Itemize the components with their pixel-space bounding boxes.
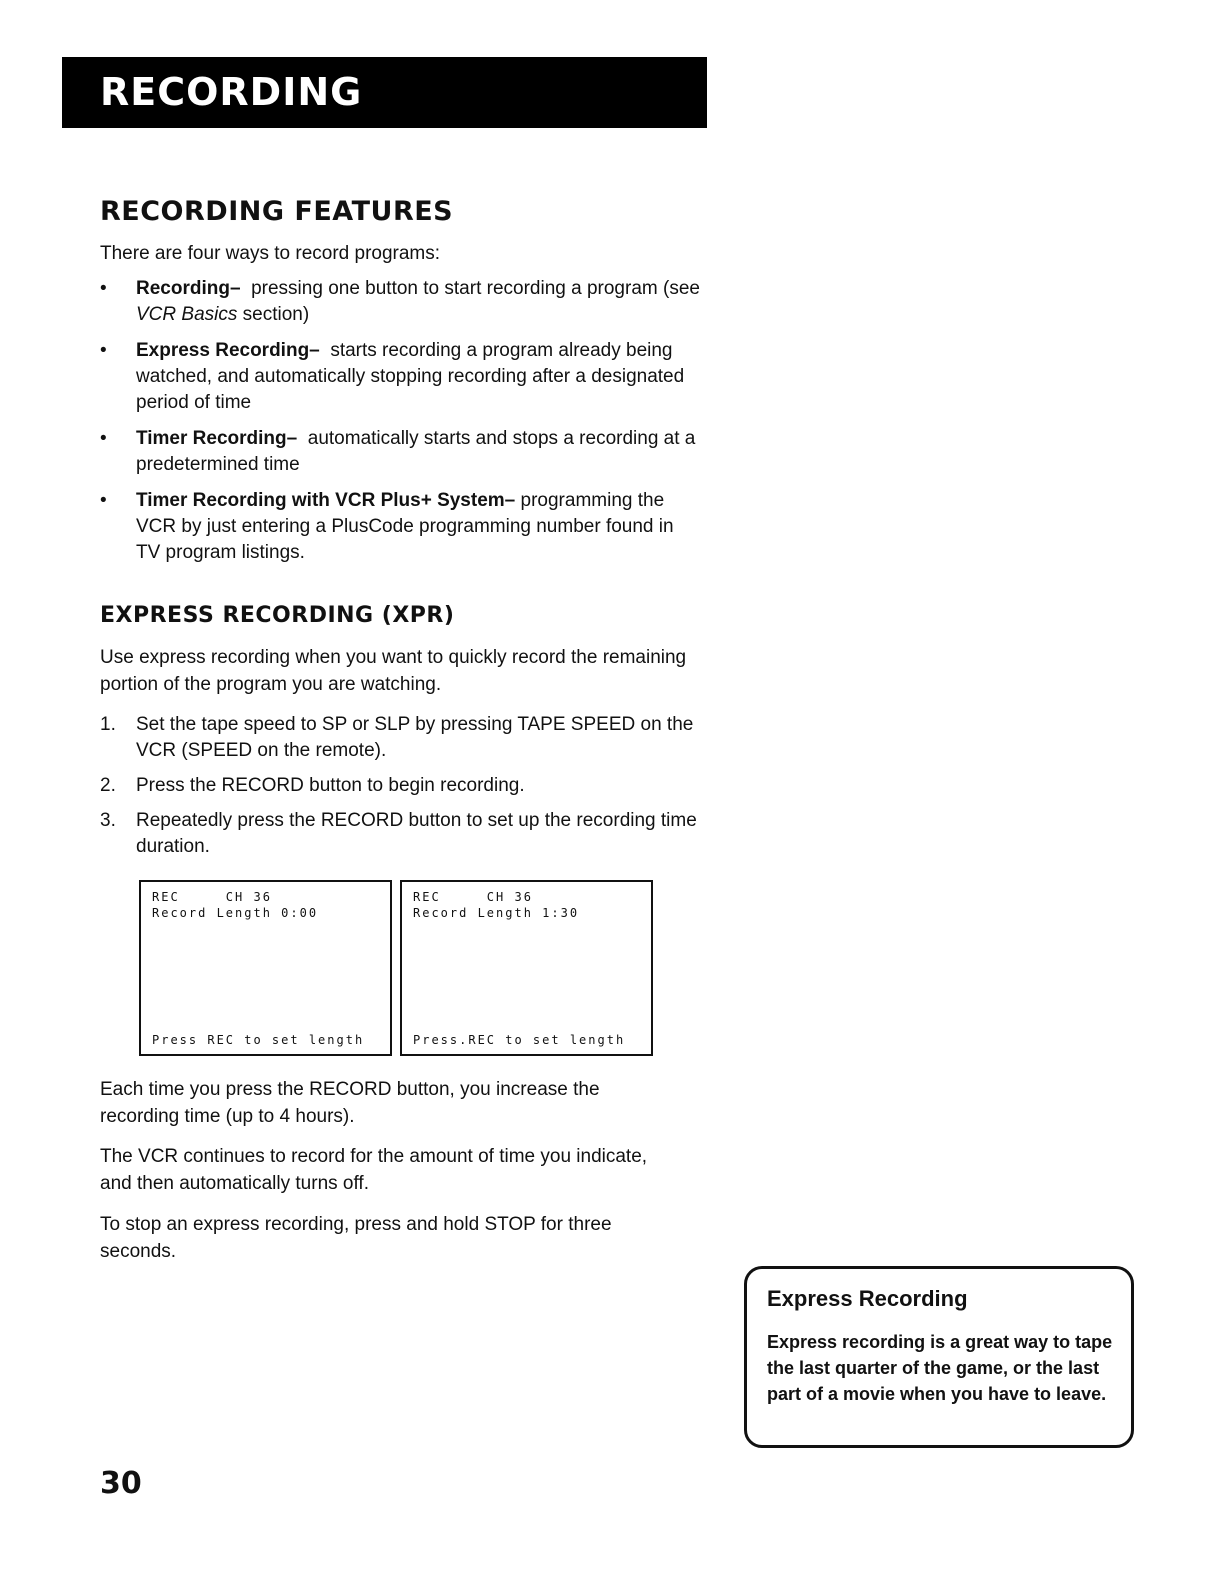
section-heading-express-recording: EXPRESS RECORDING (XPR) <box>100 603 455 628</box>
features-intro: There are four ways to record programs: <box>100 243 441 264</box>
features-list <box>100 276 700 576</box>
feature-term: Express Recording– <box>136 340 320 361</box>
step-number: 3. <box>100 810 116 831</box>
step-item <box>100 712 710 764</box>
feature-term: Recording– <box>136 278 241 299</box>
express-intro: Use express recording when you want to quickly record the remaining portion of the program you are watching. <box>100 647 687 695</box>
feature-description: starts recording a program already being watched, and automatically stopping recording after a designated period of time <box>136 340 685 413</box>
bullet-icon: • <box>100 490 107 511</box>
step-text: Set the tape speed to SP or SLP by pressing TAPE SPEED on the VCR (SPEED on the remote). <box>136 714 694 761</box>
feature-description: programming the VCR by just entering a PlusCode programming number found in TV program listings. <box>136 490 674 563</box>
feature-description: pressing one button to start recording a program (see <box>251 278 700 299</box>
express-steps <box>100 712 710 869</box>
osd-status-line: REC CH 36 <box>152 890 272 904</box>
feature-reference: VCR Basics <box>136 304 238 325</box>
page-number: 30 <box>100 1466 142 1501</box>
feature-term: Timer Recording with VCR Plus+ System– <box>136 490 516 511</box>
step-text: Repeatedly press the RECORD button to set up the recording time duration. <box>136 810 697 857</box>
express-para-increase: Each time you press the RECORD button, you increase the recording time (up to 4 hours). <box>100 1079 600 1127</box>
feature-term: Timer Recording– <box>136 428 298 449</box>
feature-description: automatically starts and stops a recording at a predetermined time <box>136 428 696 475</box>
tip-title: Express Recording <box>767 1286 968 1311</box>
express-para-stop: To stop an express recording, press and hold STOP for three seconds. <box>100 1214 612 1262</box>
osd-prompt: Press.REC to set length <box>413 1033 626 1047</box>
chapter-title: RECORDING <box>100 70 363 114</box>
list-item <box>100 488 700 566</box>
express-para-continues: The VCR continues to record for the amount of time you indicate, and then automatically turns off. <box>100 1146 648 1194</box>
osd-prompt: Press REC to set length <box>152 1033 365 1047</box>
osd-record-length: Record Length 0:00 <box>152 906 319 920</box>
section-heading-recording-features: RECORDING FEATURES <box>100 196 454 227</box>
tip-body: Express recording is a great way to tape the last quarter of the game, or the last part of a movie when you have to leave. <box>767 1332 1113 1404</box>
list-item <box>100 338 700 416</box>
osd-status-line: REC CH 36 <box>413 890 533 904</box>
step-item <box>100 808 710 860</box>
bullet-icon: • <box>100 428 107 449</box>
step-text: Press the RECORD button to begin recording. <box>136 775 525 796</box>
step-number: 2. <box>100 775 116 796</box>
step-item <box>100 773 710 799</box>
bullet-icon: • <box>100 340 107 361</box>
list-item <box>100 276 700 328</box>
tip-box <box>744 1266 1134 1448</box>
chapter-banner <box>62 57 707 128</box>
list-item <box>100 426 700 478</box>
osd-screen-initial <box>139 880 392 1056</box>
feature-description-end: section) <box>237 304 310 325</box>
osd-record-length: Record Length 1:30 <box>413 906 580 920</box>
osd-screen-updated <box>400 880 653 1056</box>
bullet-icon: • <box>100 278 107 299</box>
step-number: 1. <box>100 714 116 735</box>
